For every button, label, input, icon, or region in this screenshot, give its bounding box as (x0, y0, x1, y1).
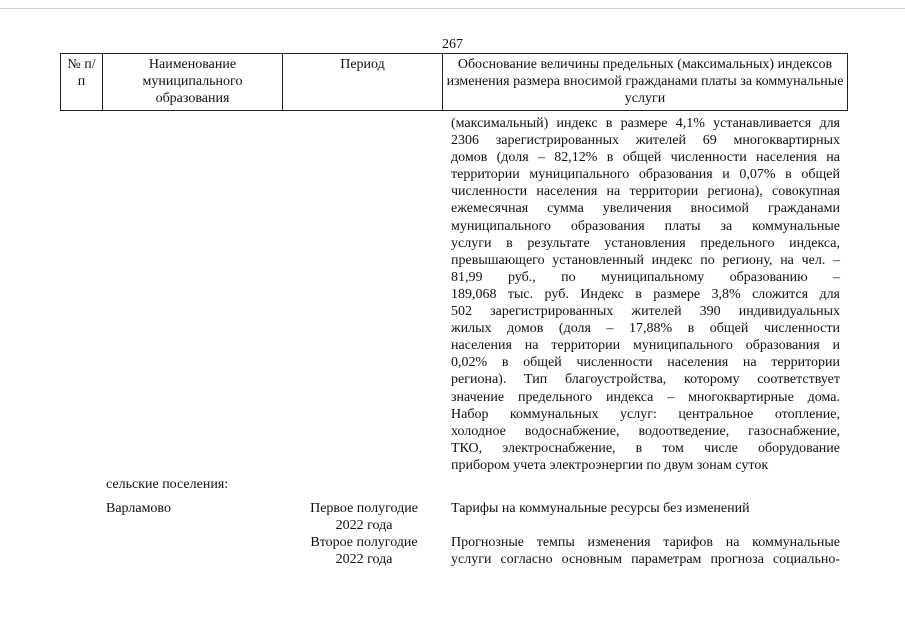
header-col-justification: Обоснование величины предельных (максимальных) индексов изменения размера вносимой гражданами платы за коммунальные услуги (443, 54, 848, 111)
text-line: 81,99 руб., по муниципальному образованию – (451, 269, 840, 285)
text-line: региона). Тип благоустройства, которому соответствует (451, 372, 840, 388)
text-line: 0,02% в общей численности населения на территории (451, 355, 840, 371)
continued-justification-text (451, 115, 840, 474)
text-line: численности населения на территории региона), совокупная (451, 184, 840, 200)
text-line: прибором учета электроэнергии по двум зонам суток (451, 457, 769, 473)
text-line: жилых домов (доля – 17,88% в общей численности (451, 321, 840, 337)
text-line: услуги согласно основным параметрам прогноза социально- (451, 552, 840, 568)
text-line: Прогнозные темпы изменения тарифов на коммунальные (451, 535, 840, 550)
scan-edge-line (0, 8, 905, 9)
text-line: ежемесячная сумма увеличения вносимой гражданами (451, 201, 840, 217)
text-line: услуги в результате установления предельного индекса, (451, 235, 840, 251)
text-line: домов (доля – 82,12% в общей численности населения на (451, 150, 840, 166)
text-line: Набор коммунальных услуг: центральное отопление, (451, 406, 840, 422)
text-line: муниципального образования платы за коммунальные (451, 218, 840, 234)
text-line: 189,068 тыс. руб. Индекс в размере 3,8% сложится для (451, 286, 840, 302)
header-col-municipality: Наименование муниципального образования (103, 54, 283, 111)
text-line: ТКО, электроснабжение, в том числе оборудование (451, 440, 840, 456)
text-line: превышающего установленный индекс по региону, на чел. – (451, 252, 840, 268)
period-first-half: Первое полугодие 2022 года (310, 501, 418, 533)
justification-second-half (451, 534, 840, 568)
justification-first-half: Тарифы на коммунальные ресурсы без изменений (451, 501, 750, 516)
text-line: холодное водоснабжение, водоотведение, газоснабжение, (451, 423, 840, 439)
section-label-rural-settlements: сельские поселения: (106, 477, 229, 492)
text-line: 2306 зарегистрированных жителей 69 многоквартирных (451, 133, 840, 149)
text-line: 502 зарегистрированных жителей 390 индивидуальных (451, 304, 840, 320)
municipality-name: Варламово (106, 501, 171, 516)
text-line: населения на территории муниципального образования и (451, 338, 840, 354)
period-second-half: Второе полугодие 2022 года (310, 535, 418, 567)
text-line: (максимальный) индекс в размере 4,1% устанавливается для (451, 116, 840, 131)
text-line: территории муниципального образования и 0,07% в общей (451, 167, 840, 183)
text-line: значение предельного индекса – многоквартирные дома. (451, 389, 840, 405)
table-header (60, 53, 848, 111)
header-col-number: № п/п (61, 54, 103, 111)
page-number: 267 (442, 37, 463, 52)
header-col-period: Период (283, 54, 443, 111)
